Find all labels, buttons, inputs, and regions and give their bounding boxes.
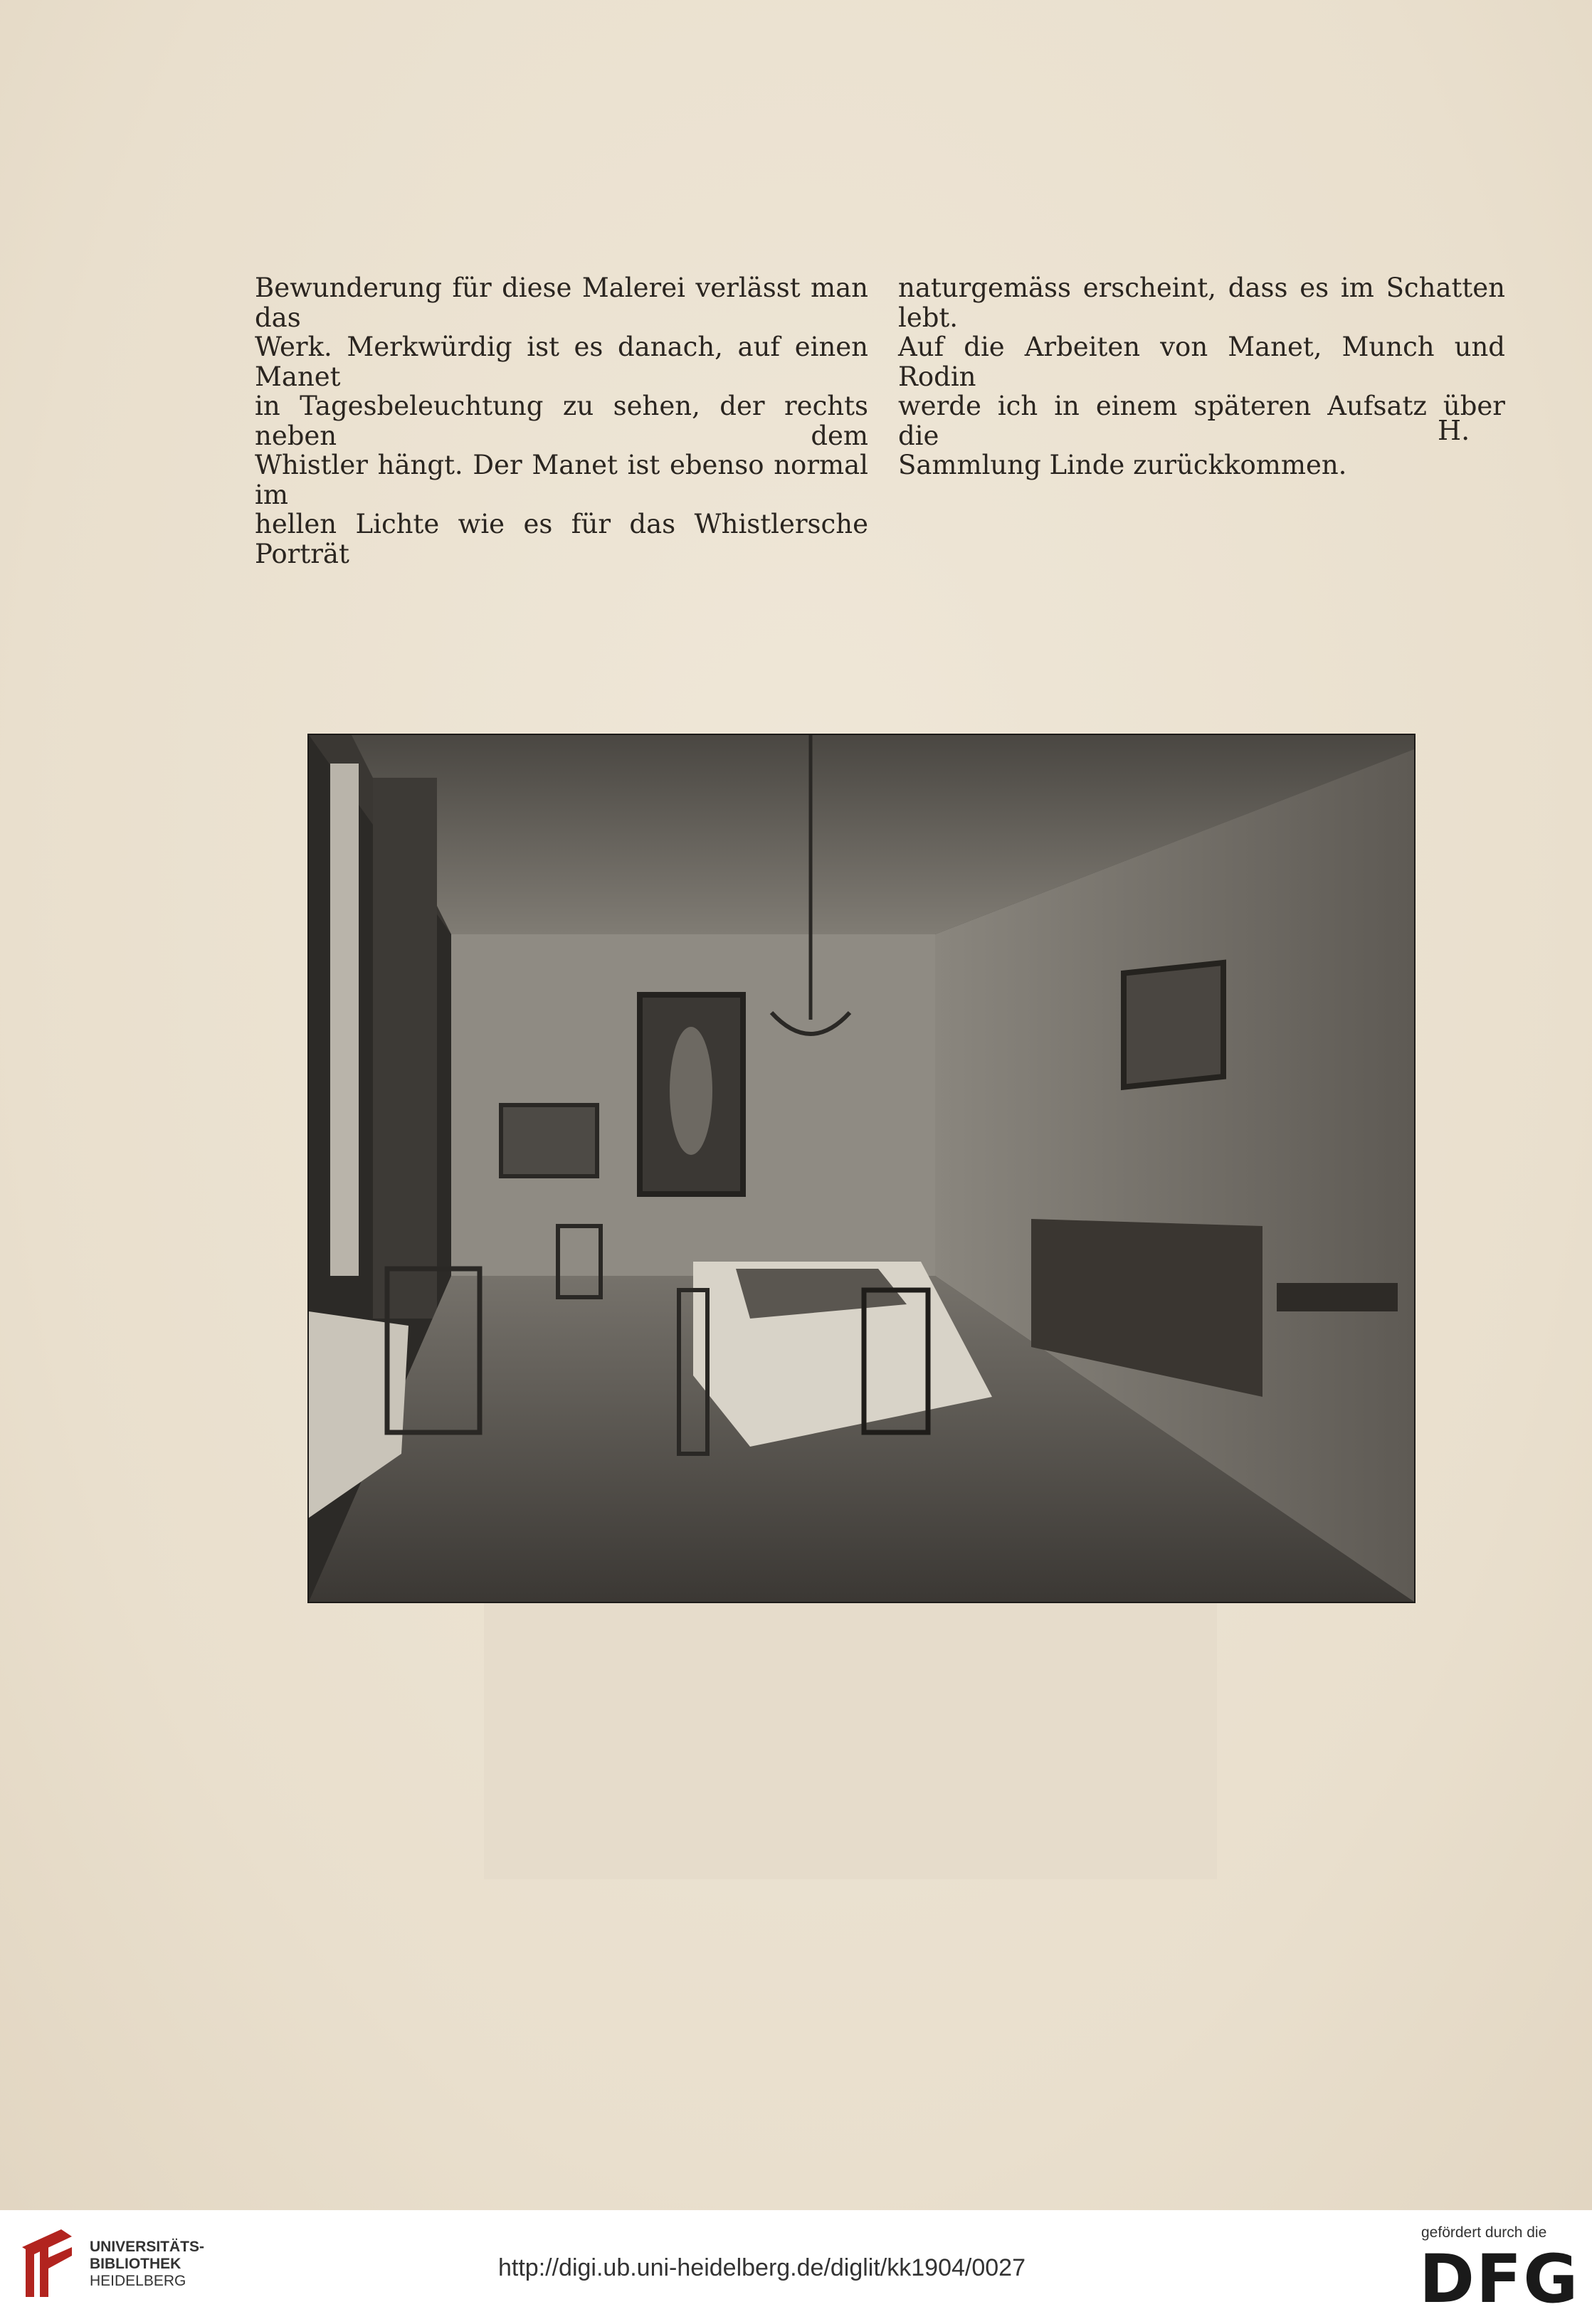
permalink-url[interactable]: http://digi.ub.uni-heidelberg.de/diglit/kk1904/0027: [498, 2254, 1026, 2281]
text-line: naturgemäss erscheint, dass es im Schatten lebt.: [898, 273, 1505, 333]
text-line: in Tagesbeleuchtung zu sehen, der rechts neben dem: [255, 391, 868, 451]
photograph-plate: [309, 735, 1414, 1602]
funder-logo: DFG: [1419, 2241, 1580, 2318]
text-line: Bewunderung für diese Malerei verlässt man das: [255, 273, 868, 333]
funding-label: gefördert durch die: [1421, 2224, 1547, 2241]
text-line: Whistler hängt. Der Manet ist ebenso normal im: [255, 450, 868, 510]
text-column-left: [255, 273, 868, 569]
show-through-shadow: [484, 1602, 1217, 1879]
library-name-line: UNIVERSITÄTS-: [90, 2239, 205, 2255]
library-name-line: HEIDELBERG: [90, 2273, 186, 2289]
library-name-line: BIBLIOTHEK: [90, 2256, 181, 2272]
text-line: hellen Lichte wie es für das Whistlersche Porträt: [255, 509, 868, 569]
library-name: [90, 2239, 204, 2290]
text-line: Sammlung Linde zurückkommen.: [898, 450, 1347, 480]
text-line: werde ich in einem späteren Aufsatz über die: [898, 391, 1505, 451]
text-column-right: [898, 273, 1505, 480]
footer-bar: [0, 2210, 1592, 2324]
dining-room-photograph: [309, 735, 1414, 1602]
author-signature: H.: [1438, 415, 1470, 446]
library-logo-icon: [19, 2226, 75, 2304]
text-line: Werk. Merkwürdig ist es danach, auf einen Manet: [255, 332, 868, 392]
text-line: Auf die Arbeiten von Manet, Munch und Rodin: [898, 332, 1505, 392]
